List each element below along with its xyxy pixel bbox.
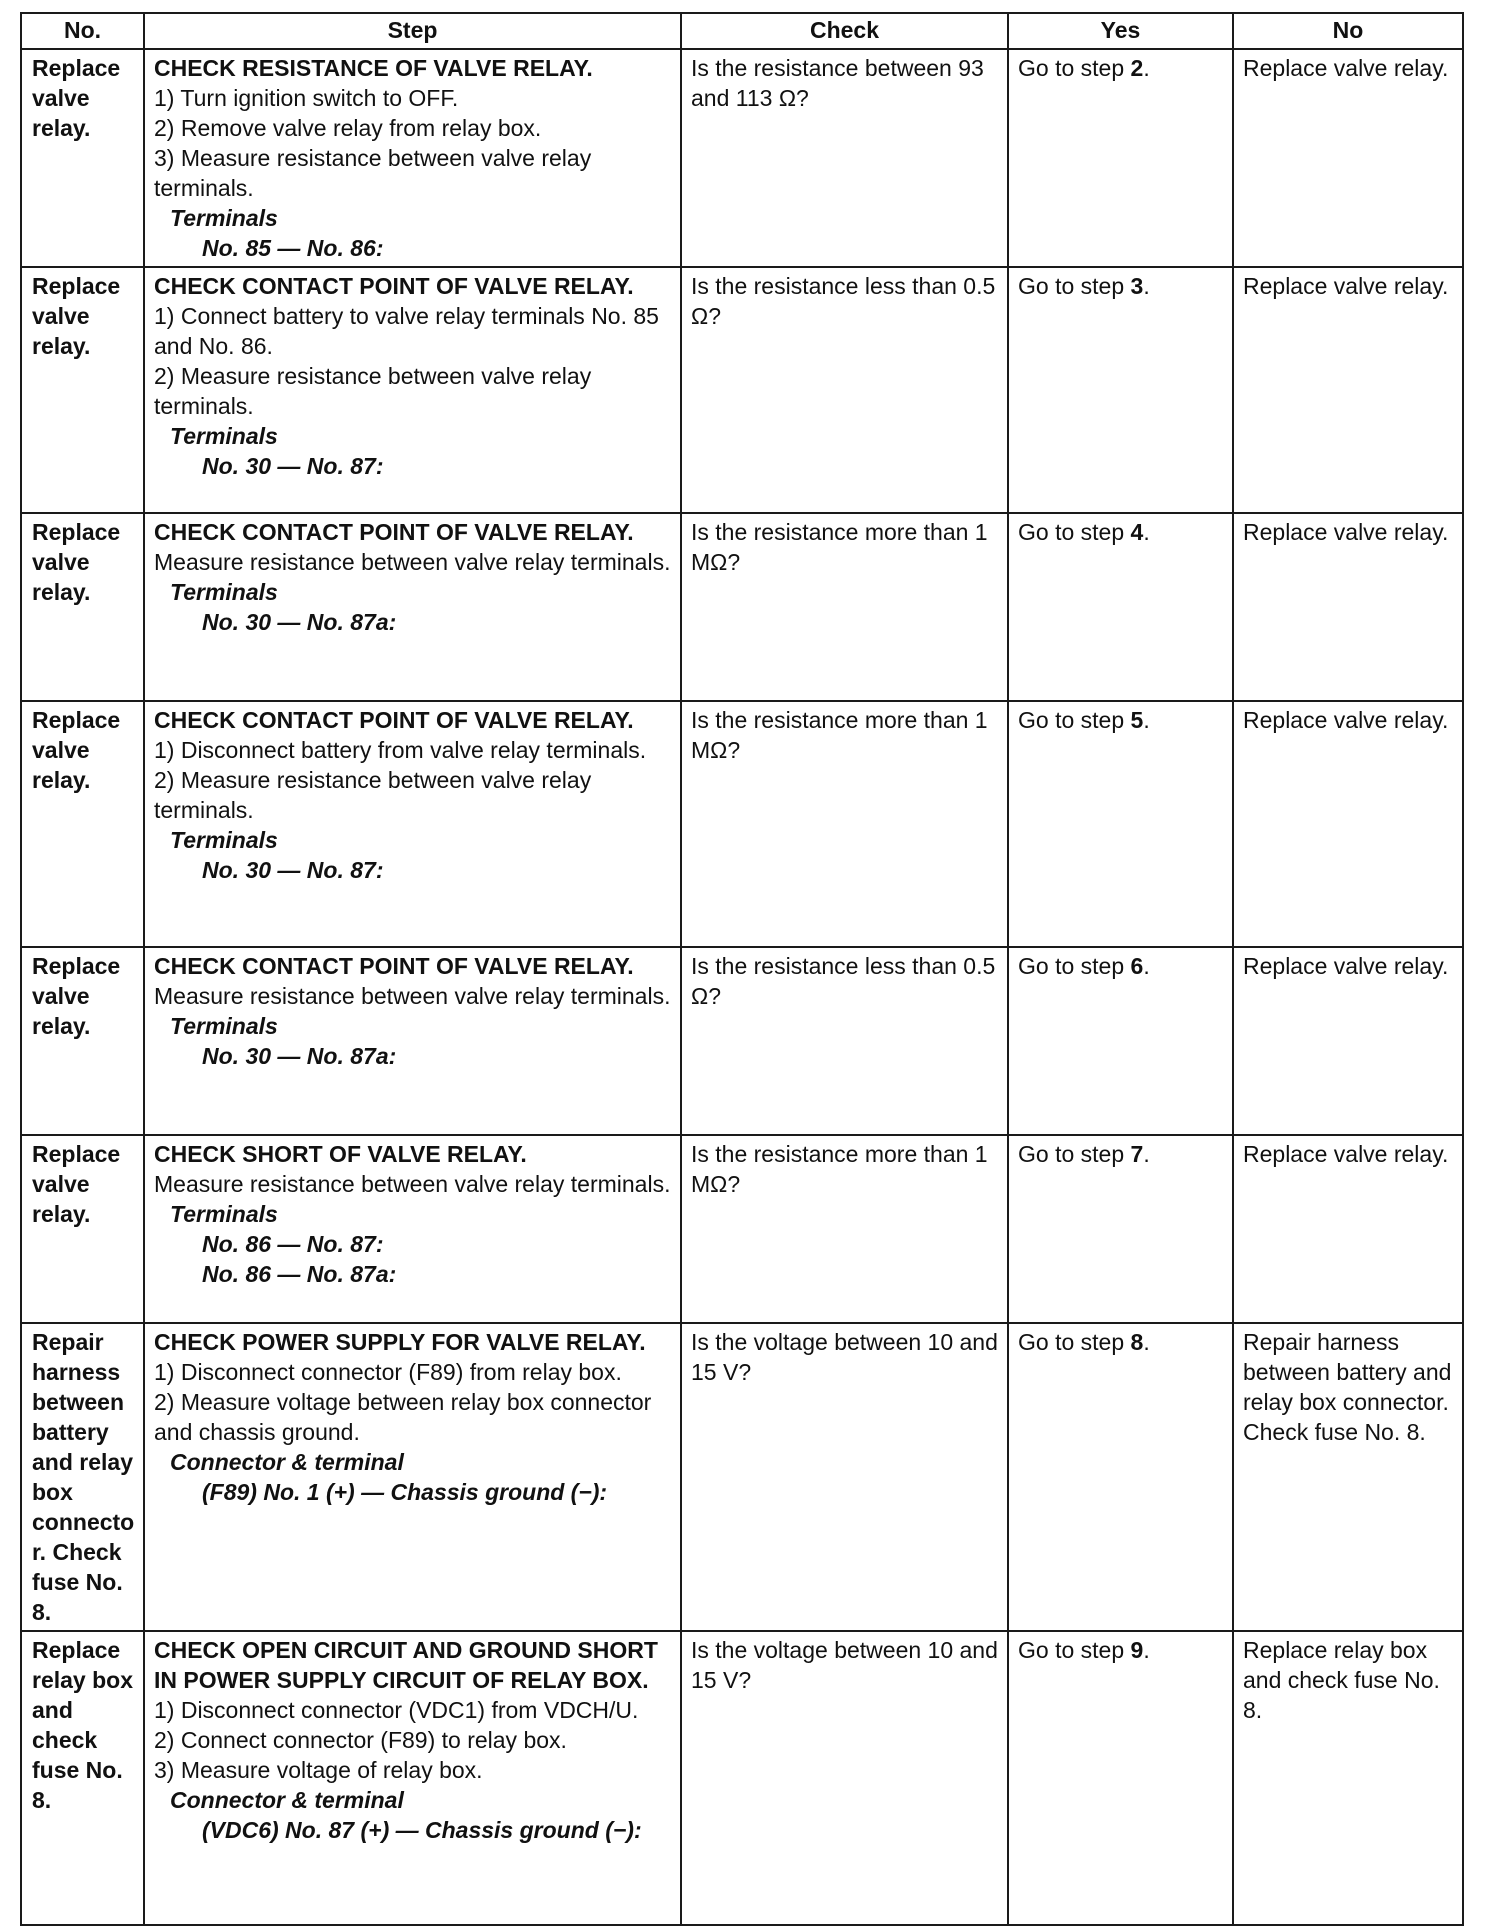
step-number: Replace valve relay.: [21, 267, 144, 513]
yes-step-number: 6: [1130, 953, 1144, 979]
step-title: CHECK CONTACT POINT OF VALVE RELAY.: [154, 953, 634, 979]
header-row: [21, 13, 1463, 49]
step-instruction: 3) Measure resistance between valve relay terminals.: [154, 145, 592, 201]
terminal-label: Connector & terminal: [170, 1449, 404, 1475]
check-cell: Is the voltage between 10 and 15 V?: [681, 1631, 1008, 1925]
yes-text: Go to step: [1018, 273, 1131, 299]
table-body: [21, 49, 1463, 1925]
step-instruction: Measure resistance between valve relay terminals.: [154, 549, 671, 575]
terminal-spec: No. 30 — No. 87:: [202, 857, 384, 883]
step-cell: [144, 267, 681, 513]
table-row: [21, 701, 1463, 947]
yes-step-number: 4: [1130, 519, 1144, 545]
step-cell: [144, 1135, 681, 1323]
check-cell: Is the resistance more than 1 MΩ?: [681, 513, 1008, 701]
step-title: CHECK CONTACT POINT OF VALVE RELAY.: [154, 519, 634, 545]
no-cell: Replace relay box and check fuse No. 8.: [1233, 1631, 1463, 1925]
yes-suffix: .: [1143, 1141, 1150, 1167]
table-row: [21, 1631, 1463, 1925]
yes-suffix: .: [1143, 55, 1150, 81]
step-cell: [144, 947, 681, 1135]
yes-suffix: .: [1143, 273, 1150, 299]
no-cell: Replace valve relay.: [1233, 1135, 1463, 1323]
step-cell: [144, 1631, 681, 1925]
yes-suffix: .: [1143, 1637, 1150, 1663]
table-row: [21, 1323, 1463, 1631]
step-instruction: 2) Measure resistance between valve relay terminals.: [154, 363, 592, 419]
no-cell: Replace valve relay.: [1233, 701, 1463, 947]
yes-suffix: .: [1143, 707, 1150, 733]
step-cell: [144, 1323, 681, 1631]
header-no-action: No: [1233, 13, 1463, 49]
terminal-label: Terminals: [170, 827, 278, 853]
yes-cell: [1008, 49, 1233, 267]
yes-text: Go to step: [1018, 1141, 1131, 1167]
yes-step-number: 8: [1130, 1329, 1144, 1355]
step-instruction: 2) Remove valve relay from relay box.: [154, 115, 542, 141]
header-no: No.: [21, 13, 144, 49]
step-title: CHECK OPEN CIRCUIT AND GROUND SHORT IN POWER SUPPLY CIRCUIT OF RELAY BOX.: [154, 1637, 658, 1693]
yes-suffix: .: [1143, 519, 1150, 545]
step-title: CHECK SHORT OF VALVE RELAY.: [154, 1141, 527, 1167]
no-cell: Replace valve relay.: [1233, 947, 1463, 1135]
yes-step-number: 5: [1130, 707, 1144, 733]
step-title: CHECK RESISTANCE OF VALVE RELAY.: [154, 55, 593, 81]
step-number: Replace valve relay.: [21, 49, 144, 267]
yes-cell: [1008, 267, 1233, 513]
step-instruction: 3) Measure voltage of relay box.: [154, 1757, 483, 1783]
step-number: Replace valve relay.: [21, 513, 144, 701]
yes-step-number: 3: [1130, 273, 1144, 299]
no-cell: Replace valve relay.: [1233, 267, 1463, 513]
step-instruction: 2) Measure voltage between relay box connector and chassis ground.: [154, 1389, 652, 1445]
terminal-spec: No. 30 — No. 87a:: [202, 1043, 397, 1069]
terminal-spec: No. 86 — No. 87:: [202, 1231, 384, 1257]
terminal-spec: (F89) No. 1 (+) — Chassis ground (−):: [202, 1479, 608, 1505]
yes-step-number: 2: [1130, 55, 1144, 81]
yes-cell: [1008, 1631, 1233, 1925]
terminal-spec: No. 30 — No. 87:: [202, 453, 384, 479]
check-cell: Is the resistance between 93 and 113 Ω?: [681, 49, 1008, 267]
table-row: [21, 513, 1463, 701]
terminal-label: Terminals: [170, 1013, 278, 1039]
table-row: [21, 947, 1463, 1135]
yes-step-number: 7: [1130, 1141, 1144, 1167]
yes-text: Go to step: [1018, 1637, 1131, 1663]
step-title: CHECK CONTACT POINT OF VALVE RELAY.: [154, 707, 634, 733]
header-step: Step: [144, 13, 681, 49]
no-cell: Replace valve relay.: [1233, 513, 1463, 701]
table-row: [21, 1135, 1463, 1323]
yes-cell: [1008, 513, 1233, 701]
step-cell: [144, 701, 681, 947]
step-title: CHECK POWER SUPPLY FOR VALVE RELAY.: [154, 1329, 646, 1355]
step-number: Replace valve relay.: [21, 947, 144, 1135]
yes-cell: [1008, 701, 1233, 947]
terminal-spec: (VDC6) No. 87 (+) — Chassis ground (−):: [202, 1817, 642, 1843]
terminal-spec: No. 86 — No. 87a:: [202, 1261, 397, 1287]
terminal-label: Connector & terminal: [170, 1787, 404, 1813]
terminal-label: Terminals: [170, 579, 278, 605]
table-row: [21, 49, 1463, 267]
step-instruction: Measure resistance between valve relay terminals.: [154, 983, 671, 1009]
yes-text: Go to step: [1018, 707, 1131, 733]
terminal-spec: No. 30 — No. 87a:: [202, 609, 397, 635]
header-check: Check: [681, 13, 1008, 49]
yes-suffix: .: [1143, 953, 1150, 979]
yes-cell: [1008, 1323, 1233, 1631]
step-number: Repair harness between battery and relay box connector. Check fuse No. 8.: [21, 1323, 144, 1631]
step-cell: [144, 49, 681, 267]
no-cell: Repair harness between battery and relay box connector. Check fuse No. 8.: [1233, 1323, 1463, 1631]
diagnostic-table: [20, 12, 1464, 1926]
check-cell: Is the resistance less than 0.5 Ω?: [681, 947, 1008, 1135]
yes-cell: [1008, 947, 1233, 1135]
step-instruction: 1) Disconnect connector (F89) from relay box.: [154, 1359, 622, 1385]
check-cell: Is the resistance less than 0.5 Ω?: [681, 267, 1008, 513]
yes-text: Go to step: [1018, 953, 1131, 979]
terminal-spec: No. 85 — No. 86:: [202, 235, 384, 261]
check-cell: Is the resistance more than 1 MΩ?: [681, 701, 1008, 947]
step-number: Replace relay box and check fuse No. 8.: [21, 1631, 144, 1925]
step-number: Replace valve relay.: [21, 701, 144, 947]
yes-suffix: .: [1143, 1329, 1150, 1355]
step-cell: [144, 513, 681, 701]
terminal-label: Terminals: [170, 1201, 278, 1227]
yes-step-number: 9: [1130, 1637, 1144, 1663]
yes-text: Go to step: [1018, 519, 1131, 545]
yes-text: Go to step: [1018, 55, 1131, 81]
no-cell: Replace valve relay.: [1233, 49, 1463, 267]
check-cell: Is the voltage between 10 and 15 V?: [681, 1323, 1008, 1631]
step-number: Replace valve relay.: [21, 1135, 144, 1323]
step-instruction: 1) Disconnect battery from valve relay terminals.: [154, 737, 647, 763]
terminal-label: Terminals: [170, 205, 278, 231]
step-instruction: 2) Connect connector (F89) to relay box.: [154, 1727, 567, 1753]
step-title: CHECK CONTACT POINT OF VALVE RELAY.: [154, 273, 634, 299]
step-instruction: 1) Disconnect connector (VDC1) from VDCH/U.: [154, 1697, 639, 1723]
step-instruction: 2) Measure resistance between valve relay terminals.: [154, 767, 592, 823]
step-instruction: 1) Turn ignition switch to OFF.: [154, 85, 459, 111]
header-yes: Yes: [1008, 13, 1233, 49]
terminal-label: Terminals: [170, 423, 278, 449]
step-instruction: 1) Connect battery to valve relay terminals No. 85 and No. 86.: [154, 303, 659, 359]
table-row: [21, 267, 1463, 513]
yes-cell: [1008, 1135, 1233, 1323]
step-instruction: Measure resistance between valve relay terminals.: [154, 1171, 671, 1197]
check-cell: Is the resistance more than 1 MΩ?: [681, 1135, 1008, 1323]
yes-text: Go to step: [1018, 1329, 1131, 1355]
